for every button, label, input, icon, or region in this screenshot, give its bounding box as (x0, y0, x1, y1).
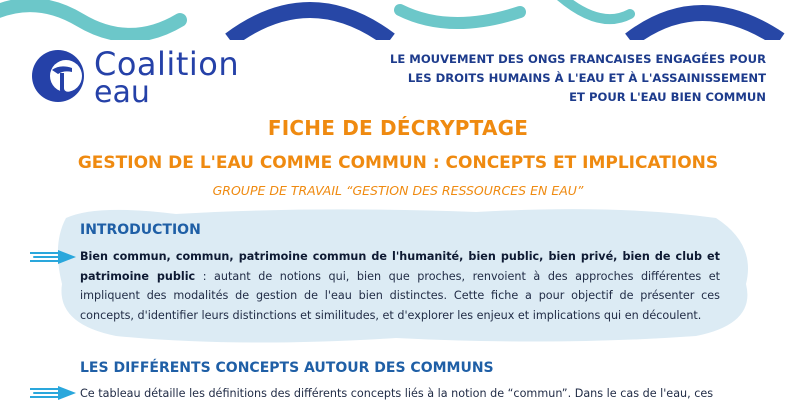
section-heading-introduction: INTRODUCTION (80, 222, 201, 238)
arrow-right-icon (30, 385, 78, 401)
tagline-line: LE MOUVEMENT DES ONGS FRANCAISES ENGAGÉES POUR (389, 52, 766, 66)
arrow-right-icon (30, 249, 78, 265)
tagline-line: ET POUR L'EAU BIEN COMMUN (569, 90, 766, 104)
working-group: GROUPE DE TRAVAIL “GESTION DES RESSOURCES EN EAU” (212, 183, 584, 198)
tagline-line: LES DROITS HUMAINS À L'EAU ET À L'ASSAINISSEMENT (407, 71, 766, 85)
introduction-paragraph (80, 247, 720, 325)
introduction-key-terms: Bien commun, commun, patrimoine commun de l'humanité, bien public, bien privé, bien de club et patrimoine public (80, 250, 720, 283)
document-title: FICHE DE DÉCRYPTAGE (267, 116, 529, 140)
logo-mark-icon (28, 46, 86, 106)
section-heading-concepts: LES DIFFÉRENTS CONCEPTS AUTOUR DES COMMUNS (80, 360, 494, 376)
tagline (390, 50, 766, 107)
brand-name-line1: Coalition (94, 45, 240, 83)
brand-name-line2: eau (94, 75, 150, 110)
brand-name (94, 45, 240, 110)
document-subtitle: GESTION DE L'EAU COMME COMMUN : CONCEPTS ET IMPLICATIONS (77, 153, 719, 173)
introduction-text: : autant de notions qui, bien que proches, renvoient à des approches différentes et impliquent des modalités de gestion de l'eau bien distinctes. Cette fiche a pour objectif de présenter ces concepts, d'identifier leurs distinctions et similitudes, et d'explorer les enjeux et implications qui en découlent. (80, 269, 720, 322)
concepts-paragraph: Ce tableau détaille les définitions des différents concepts liés à la notion de “commun”. Dans le cas de l'eau, ces (80, 387, 714, 400)
decorative-waves (0, 0, 796, 40)
